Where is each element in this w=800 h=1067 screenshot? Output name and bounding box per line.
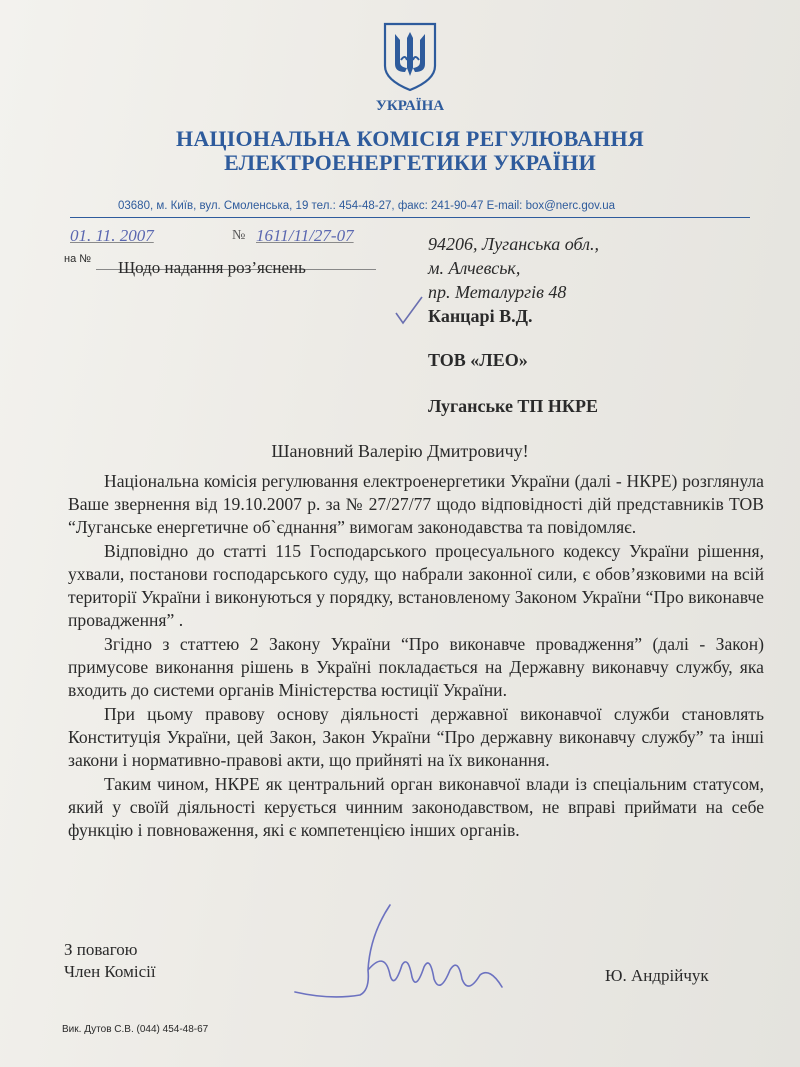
letter-body <box>68 470 764 843</box>
executor-info: Вик. Дутов С.В. (044) 454-48-67 <box>62 1024 209 1035</box>
checkmark-icon <box>394 295 424 325</box>
body-paragraph: Таким чином, НКРЕ як центральний орган виконавчої влади із спеціальним статусом, який у своїй діяльності керується чинним законодавством, не вправі приймати на себе функцію і повноваження, які є компетенцією інших органів. <box>68 774 764 840</box>
copy-recipient: Луганське ТП НКРЕ <box>428 396 598 416</box>
letter-date: 01. 11. 2007 <box>70 226 154 245</box>
closing-salutation: З повагою <box>64 940 138 959</box>
address-line3: пр. Металургів 48 <box>428 282 567 302</box>
trident-coat-of-arms-icon <box>381 20 439 92</box>
body-paragraph: Національна комісія регулювання електроенергетики України (далі - НКРЕ) розглянула Ваше звернення від 19.10.2007 р. за № 27/27/77 щодо відповідності дій представників ТОВ “Луганське енергетичне об`єднання” вимогам законодавства та повідомляє. <box>68 471 764 537</box>
signer-name: Ю. Андрійчук <box>605 966 709 985</box>
reply-to-label: на № <box>64 253 92 265</box>
number-prefix: № <box>232 228 246 243</box>
signer-title: Член Комісії <box>64 962 156 981</box>
greeting: Шановний Валерію Дмитровичу! <box>271 441 529 461</box>
body-paragraph: Згідно з статтею 2 Закону України “Про виконавче провадження” (далі - Закон) примусове виконання рішень в Україні покладається на Державну виконавчу службу, яка входить до системи органів Міністерства юстиції України. <box>68 634 764 700</box>
country-name: УКРАЇНА <box>375 98 445 114</box>
letter-number: 1611/11/27-07 <box>256 226 354 245</box>
body-paragraph: Відповідно до статті 115 Господарського процесуального кодексу України рішення, ухвали, постанови господарського суду, що набрали законної сили, є обов’язковими на всій території України і виконуються у порядку, встановленому Законом України “Про виконавче провадження” . <box>68 541 764 630</box>
organization-name-line1: НАЦІОНАЛЬНА КОМІСІЯ РЕГУЛЮВАННЯ <box>176 126 644 151</box>
letterhead-divider <box>70 217 750 218</box>
body-paragraph: При цьому правову основу діяльності державної виконавчої служби становлять Конституція України, цей Закон, Закон України “Про державну виконавчу службу” та інші закони і нормативно-правові акти, що прийняті на їх виконання. <box>68 704 764 770</box>
recipient-name: Канцарі В.Д. <box>428 306 533 326</box>
letter-subject: Щодо надання роз’яснень <box>118 258 306 277</box>
handwritten-signature-icon <box>290 895 520 1015</box>
address-line1: 94206, Луганська обл., <box>428 234 599 254</box>
address-line2: м. Алчевськ, <box>428 258 521 278</box>
recipient-company: ТОВ «ЛЕО» <box>428 350 528 370</box>
organization-contacts: 03680, м. Київ, вул. Смоленська, 19 тел.: 454-48-27, факс: 241-90-47 E-mail: box@nerc.gov.ua <box>118 200 616 212</box>
organization-name-line2: ЕЛЕКТРОЕНЕРГЕТИКИ УКРАЇНИ <box>224 150 596 175</box>
